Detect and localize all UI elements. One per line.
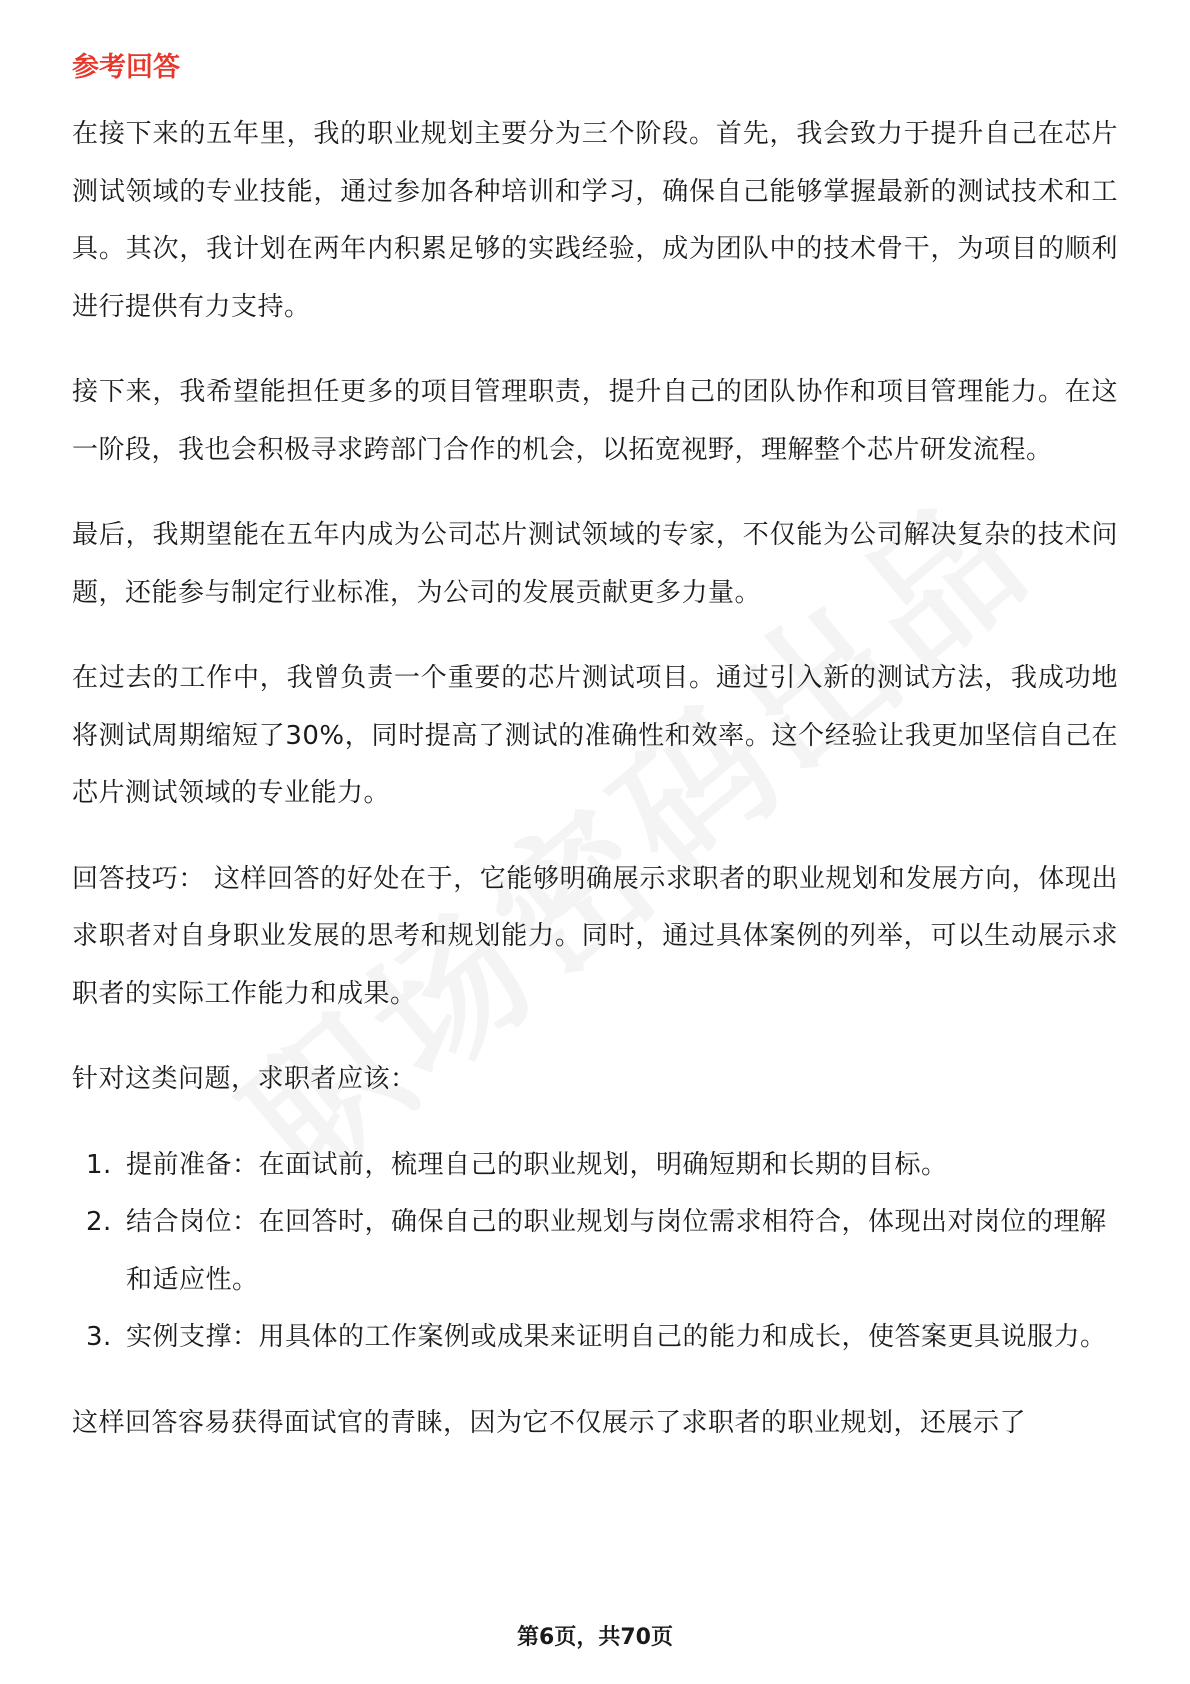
list-number: 1.: [86, 1149, 112, 1180]
paragraph-3: 最后，我期望能在五年内成为公司芯片测试领域的专家，不仅能为公司解决复杂的技术问题，还能参与制定行业标准，为公司的发展贡献更多力量。: [72, 520, 1118, 608]
answer-tips-paragraph: 回答技巧： 这样回答的好处在于，它能够明确展示求职者的职业规划和发展方向，体现出求职者对自身职业发展的思考和规划能力。同时，通过具体案例的列举，可以生动展示求职者的实际工作能力和成果。: [72, 863, 1118, 1009]
list-item-text: 提前准备：在面试前，梳理自己的职业规划，明确短期和长期的目标。: [126, 1149, 948, 1180]
paragraph-2: 接下来，我希望能担任更多的项目管理职责，提升自己的团队协作和项目管理能力。在这一阶段，我也会积极寻求跨部门合作的机会，以拓宽视野，理解整个芯片研发流程。: [72, 377, 1118, 465]
page-number-footer: 第6页，共70页: [517, 1625, 673, 1650]
advice-list: [72, 1137, 1118, 1367]
page-content: [72, 48, 1118, 1480]
list-item: [72, 1137, 1118, 1195]
list-item: [72, 1309, 1118, 1367]
list-number: 3.: [86, 1322, 112, 1352]
section-title: 参考回答: [72, 52, 180, 83]
list-item-text: 实例支撑：用具体的工作案例或成果来证明自己的能力和成长，使答案更具说服力。: [126, 1322, 1107, 1352]
list-number: 2.: [86, 1207, 112, 1237]
paragraph-4: 在过去的工作中，我曾负责一个重要的芯片测试项目。通过引入新的测试方法，我成功地将测试周期缩短了30%，同时提高了测试的准确性和效率。这个经验让我更加坚信自己在芯片测试领域的专业能力。: [72, 663, 1118, 808]
list-item-text: 结合岗位：在回答时，确保自己的职业规划与岗位需求相符合，体现出对岗位的理解和适应性。: [126, 1207, 1107, 1295]
paragraph-1: 在接下来的五年里，我的职业规划主要分为三个阶段。首先，我会致力于提升自己在芯片测试领域的专业技能，通过参加各种培训和学习，确保自己能够掌握最新的测试技术和工具。其次，我计划在两年内积累足够的实践经验，成为团队中的技术骨干，为项目的顺利进行提供有力支持。: [72, 119, 1118, 322]
list-item: [72, 1194, 1118, 1309]
advice-intro: 针对这类问题，求职者应该：: [72, 1064, 417, 1094]
closing-paragraph: 这样回答容易获得面试官的青睐，因为它不仅展示了求职者的职业规划，还展示了: [72, 1407, 1027, 1438]
